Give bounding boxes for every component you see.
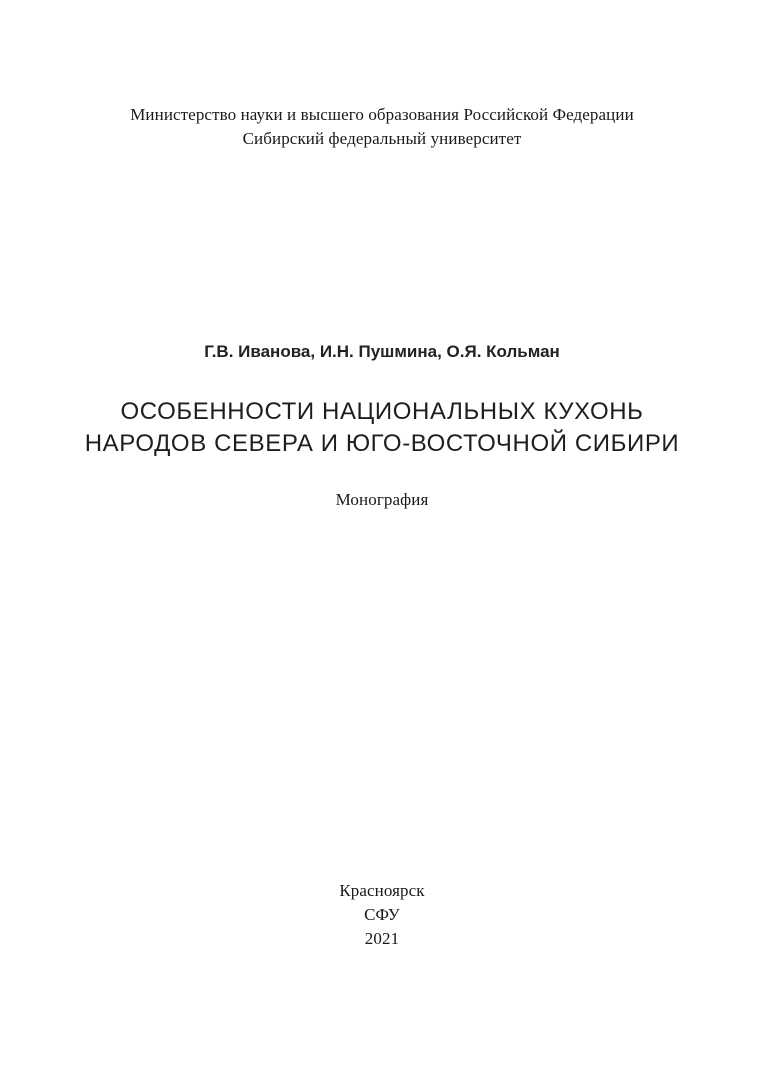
imprint-city: Красноярск <box>339 881 425 900</box>
book-title-line-2: НАРОДОВ СЕВЕРА И ЮГО-ВОСТОЧНОЙ СИБИРИ <box>84 430 680 457</box>
book-genre: Монография <box>335 490 429 509</box>
university-name: Сибирский федеральный университет <box>242 129 522 148</box>
imprint-year: 2021 <box>364 929 400 948</box>
imprint-publisher: СФУ <box>364 905 400 924</box>
authors: Г.В. Иванова, И.Н. Пушмина, О.Я. Кольман <box>204 342 560 361</box>
book-title-line-1: ОСОБЕННОСТИ НАЦИОНАЛЬНЫХ КУХОНЬ <box>120 398 644 425</box>
ministry-name: Министерство науки и высшего образования Российской Федерации <box>130 105 634 124</box>
